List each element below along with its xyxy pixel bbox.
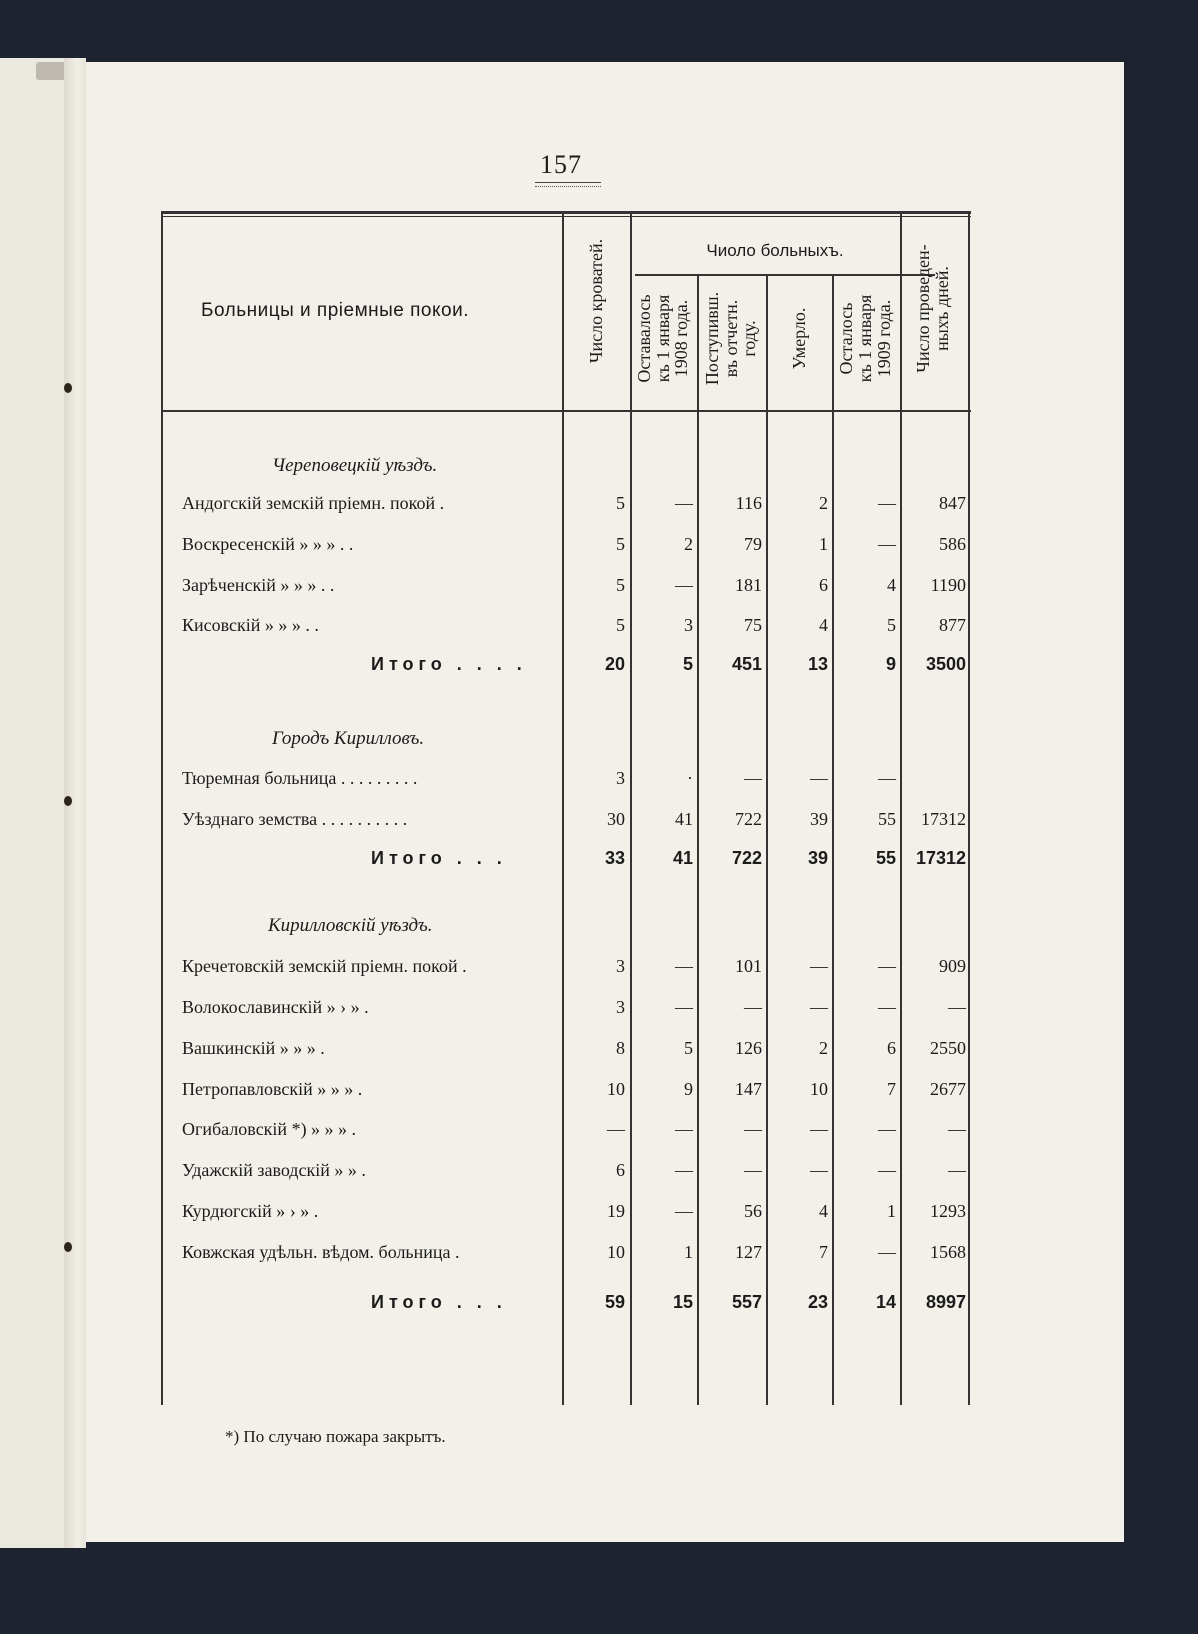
header-remained-1908: Оставалось къ 1 января 1908 года.: [633, 294, 692, 383]
section-title: Кирилловскій уѣздъ.: [268, 915, 433, 936]
cell-value: —: [675, 1119, 693, 1139]
cell-value: —: [675, 1160, 693, 1180]
cell-value: 6: [616, 1160, 625, 1180]
cell-value: 101: [735, 956, 762, 976]
total-value: 3500: [925, 654, 966, 674]
footnote: *) По случаю пожара закрытъ.: [225, 1427, 446, 1446]
col-border: [832, 274, 834, 1405]
cell-value: —: [878, 534, 896, 554]
table-row: [161, 1076, 971, 1106]
cell-value: 2550: [930, 1038, 966, 1058]
cell-value: 10: [607, 1079, 625, 1099]
row-name: Удажскій заводскій » » .: [182, 1160, 366, 1180]
cell-value: —: [675, 956, 693, 976]
binding-hole: [64, 796, 72, 806]
row-name: Уѣзднаго земства . . . . . . . . . .: [182, 809, 408, 829]
cell-value: 3: [684, 615, 693, 635]
cell-value: 1568: [930, 1242, 966, 1262]
table-row: [161, 1239, 971, 1269]
total-value: 722: [731, 848, 762, 868]
cell-value: —: [675, 1201, 693, 1221]
row-name: Волокославинскій » › » .: [182, 997, 369, 1017]
cell-value: —: [878, 997, 896, 1017]
total-row: [161, 845, 971, 875]
header-died: Умерло.: [788, 307, 809, 370]
cell-value: —: [948, 997, 966, 1017]
row-name: Огибаловскій *) » » » .: [182, 1119, 357, 1139]
binding-clip: [36, 62, 66, 80]
total-label: Итого . . .: [371, 1292, 507, 1312]
table-row: [161, 1157, 971, 1187]
cell-value: 5: [616, 615, 625, 635]
table-row: [161, 572, 971, 602]
total-value: 39: [807, 848, 828, 868]
row-name: Андогскій земскій пріемн. покой .: [182, 493, 445, 513]
total-value: 5: [682, 654, 693, 674]
total-value: 59: [604, 1292, 625, 1312]
cell-value: 5: [616, 493, 625, 513]
cell-value: —: [878, 956, 896, 976]
cell-value: 2: [819, 1038, 828, 1058]
total-label: Итого . . . .: [371, 654, 527, 674]
cell-value: 6: [887, 1038, 896, 1058]
cell-value: 7: [819, 1242, 828, 1262]
table-row: [161, 490, 971, 520]
cell-value: 9: [684, 1079, 693, 1099]
cell-value: 1190: [930, 575, 966, 595]
table-row: [161, 806, 971, 836]
total-value: 451: [731, 654, 762, 674]
header-hospitals: Больницы и пріемные покои.: [201, 300, 469, 321]
cell-value: 30: [607, 809, 625, 829]
cell-value: —: [607, 1119, 625, 1139]
total-value: 557: [731, 1292, 762, 1312]
cell-value: —: [744, 768, 762, 788]
table-row: [161, 1035, 971, 1065]
header-remained-1909: Осталось къ 1 января 1909 года.: [836, 294, 894, 383]
cell-value: —: [675, 575, 693, 595]
total-value: 9: [885, 654, 896, 674]
row-name: Курдюгскій » › » .: [182, 1201, 319, 1221]
page-number-ornament: [535, 182, 601, 187]
cell-value: —: [810, 1160, 828, 1180]
cell-value: 847: [939, 493, 966, 513]
cell-value: 4: [819, 1201, 828, 1221]
total-label: Итого . . .: [371, 848, 507, 868]
total-row: [161, 1289, 971, 1319]
cell-value: 181: [735, 575, 762, 595]
total-value: 13: [807, 654, 828, 674]
cell-value: —: [744, 1119, 762, 1139]
section-title: Городъ Кирилловъ.: [272, 728, 425, 749]
total-value: 15: [672, 1292, 693, 1312]
cell-value: 5: [684, 1038, 693, 1058]
cell-value: —: [878, 1160, 896, 1180]
total-value: 23: [807, 1292, 828, 1312]
total-value: 8997: [925, 1292, 966, 1312]
table-row: [161, 765, 971, 795]
row-name: Зарѣченскій » » » . .: [182, 575, 335, 595]
header-admitted: Поступивш. въ отчетн. году.: [701, 291, 760, 386]
cell-value: —: [810, 768, 828, 788]
cell-value: 3: [616, 997, 625, 1017]
cell-value: 7: [887, 1079, 896, 1099]
cell-value: —: [810, 956, 828, 976]
cell-value: —: [810, 997, 828, 1017]
cell-value: 2: [684, 534, 693, 554]
cell-value: 586: [939, 534, 966, 554]
table-row: [161, 994, 971, 1024]
table-row: [161, 1116, 971, 1146]
cell-value: 909: [939, 956, 966, 976]
cell-value: 2677: [930, 1079, 966, 1099]
total-value: 41: [672, 848, 693, 868]
cell-value: —: [878, 493, 896, 513]
cell-value: 79: [744, 534, 762, 554]
total-value: 17312: [915, 848, 966, 868]
row-name: Кречетовскій земскій пріемн. покой .: [182, 956, 467, 976]
table-row: [161, 953, 971, 983]
cell-value: 56: [744, 1201, 762, 1221]
cell-value: 6: [819, 575, 828, 595]
binding-hole: [64, 383, 72, 393]
table-row: [161, 1198, 971, 1228]
cell-value: 10: [810, 1079, 828, 1099]
cell-value: 8: [616, 1038, 625, 1058]
col-border: [697, 274, 699, 1405]
table-row: [161, 612, 971, 642]
cell-value: 19: [607, 1201, 625, 1221]
cell-value: —: [675, 493, 693, 513]
cell-value: —: [878, 1119, 896, 1139]
total-row: [161, 651, 971, 681]
table-row: [161, 531, 971, 561]
cell-value: 55: [878, 809, 896, 829]
cell-value: ·: [687, 768, 693, 788]
cell-value: 147: [735, 1079, 762, 1099]
cell-value: 5: [616, 534, 625, 554]
cell-value: 127: [735, 1242, 762, 1262]
total-value: 33: [604, 848, 625, 868]
row-name: Воскресенскій » » » . .: [182, 534, 354, 554]
header-days: Число проведен- ныхъ дней.: [913, 244, 952, 373]
cell-value: —: [675, 997, 693, 1017]
cell-value: 126: [735, 1038, 762, 1058]
cell-value: 41: [675, 809, 693, 829]
cell-value: —: [744, 1160, 762, 1180]
cell-value: —: [744, 997, 762, 1017]
cell-value: —: [810, 1119, 828, 1139]
cell-value: 4: [887, 575, 896, 595]
cell-value: 116: [735, 493, 762, 513]
row-name: Кисовскій » » » . .: [182, 615, 319, 635]
row-name: Петропавловскій » » » .: [182, 1079, 363, 1099]
cell-value: —: [878, 768, 896, 788]
cell-value: 3: [616, 956, 625, 976]
cell-value: 722: [735, 809, 762, 829]
cell-value: 1293: [930, 1201, 966, 1221]
cell-value: 17312: [921, 809, 966, 829]
cell-value: 1: [887, 1201, 896, 1221]
row-name: Тюремная больница . . . . . . . . .: [182, 768, 418, 788]
total-value: 55: [875, 848, 896, 868]
header-bottom-rule: [161, 410, 971, 412]
cell-value: 3: [616, 768, 625, 788]
header-patients-group: Чиоло больныхъ.: [706, 241, 844, 260]
header-beds: Число кроватей.: [585, 238, 606, 364]
binding-hole: [64, 1242, 72, 1252]
row-name: Вашкинскій » » » .: [182, 1038, 325, 1058]
cell-value: 4: [819, 615, 828, 635]
row-name: Ковжская удѣльн. вѣдом. больница .: [182, 1242, 460, 1262]
page-number: 157: [540, 150, 582, 179]
section-title: Череповецкій уѣздъ.: [272, 455, 438, 476]
col-border: [766, 274, 768, 1405]
cell-value: 877: [939, 615, 966, 635]
cell-value: 75: [744, 615, 762, 635]
total-value: 20: [604, 654, 625, 674]
cell-value: 1: [819, 534, 828, 554]
cell-value: 10: [607, 1242, 625, 1262]
total-value: 14: [875, 1292, 896, 1312]
cell-value: 1: [684, 1242, 693, 1262]
cell-value: —: [878, 1242, 896, 1262]
cell-value: 39: [810, 809, 828, 829]
cell-value: —: [948, 1160, 966, 1180]
cell-value: 2: [819, 493, 828, 513]
cell-value: 5: [887, 615, 896, 635]
cell-value: —: [948, 1119, 966, 1139]
cell-value: 5: [616, 575, 625, 595]
